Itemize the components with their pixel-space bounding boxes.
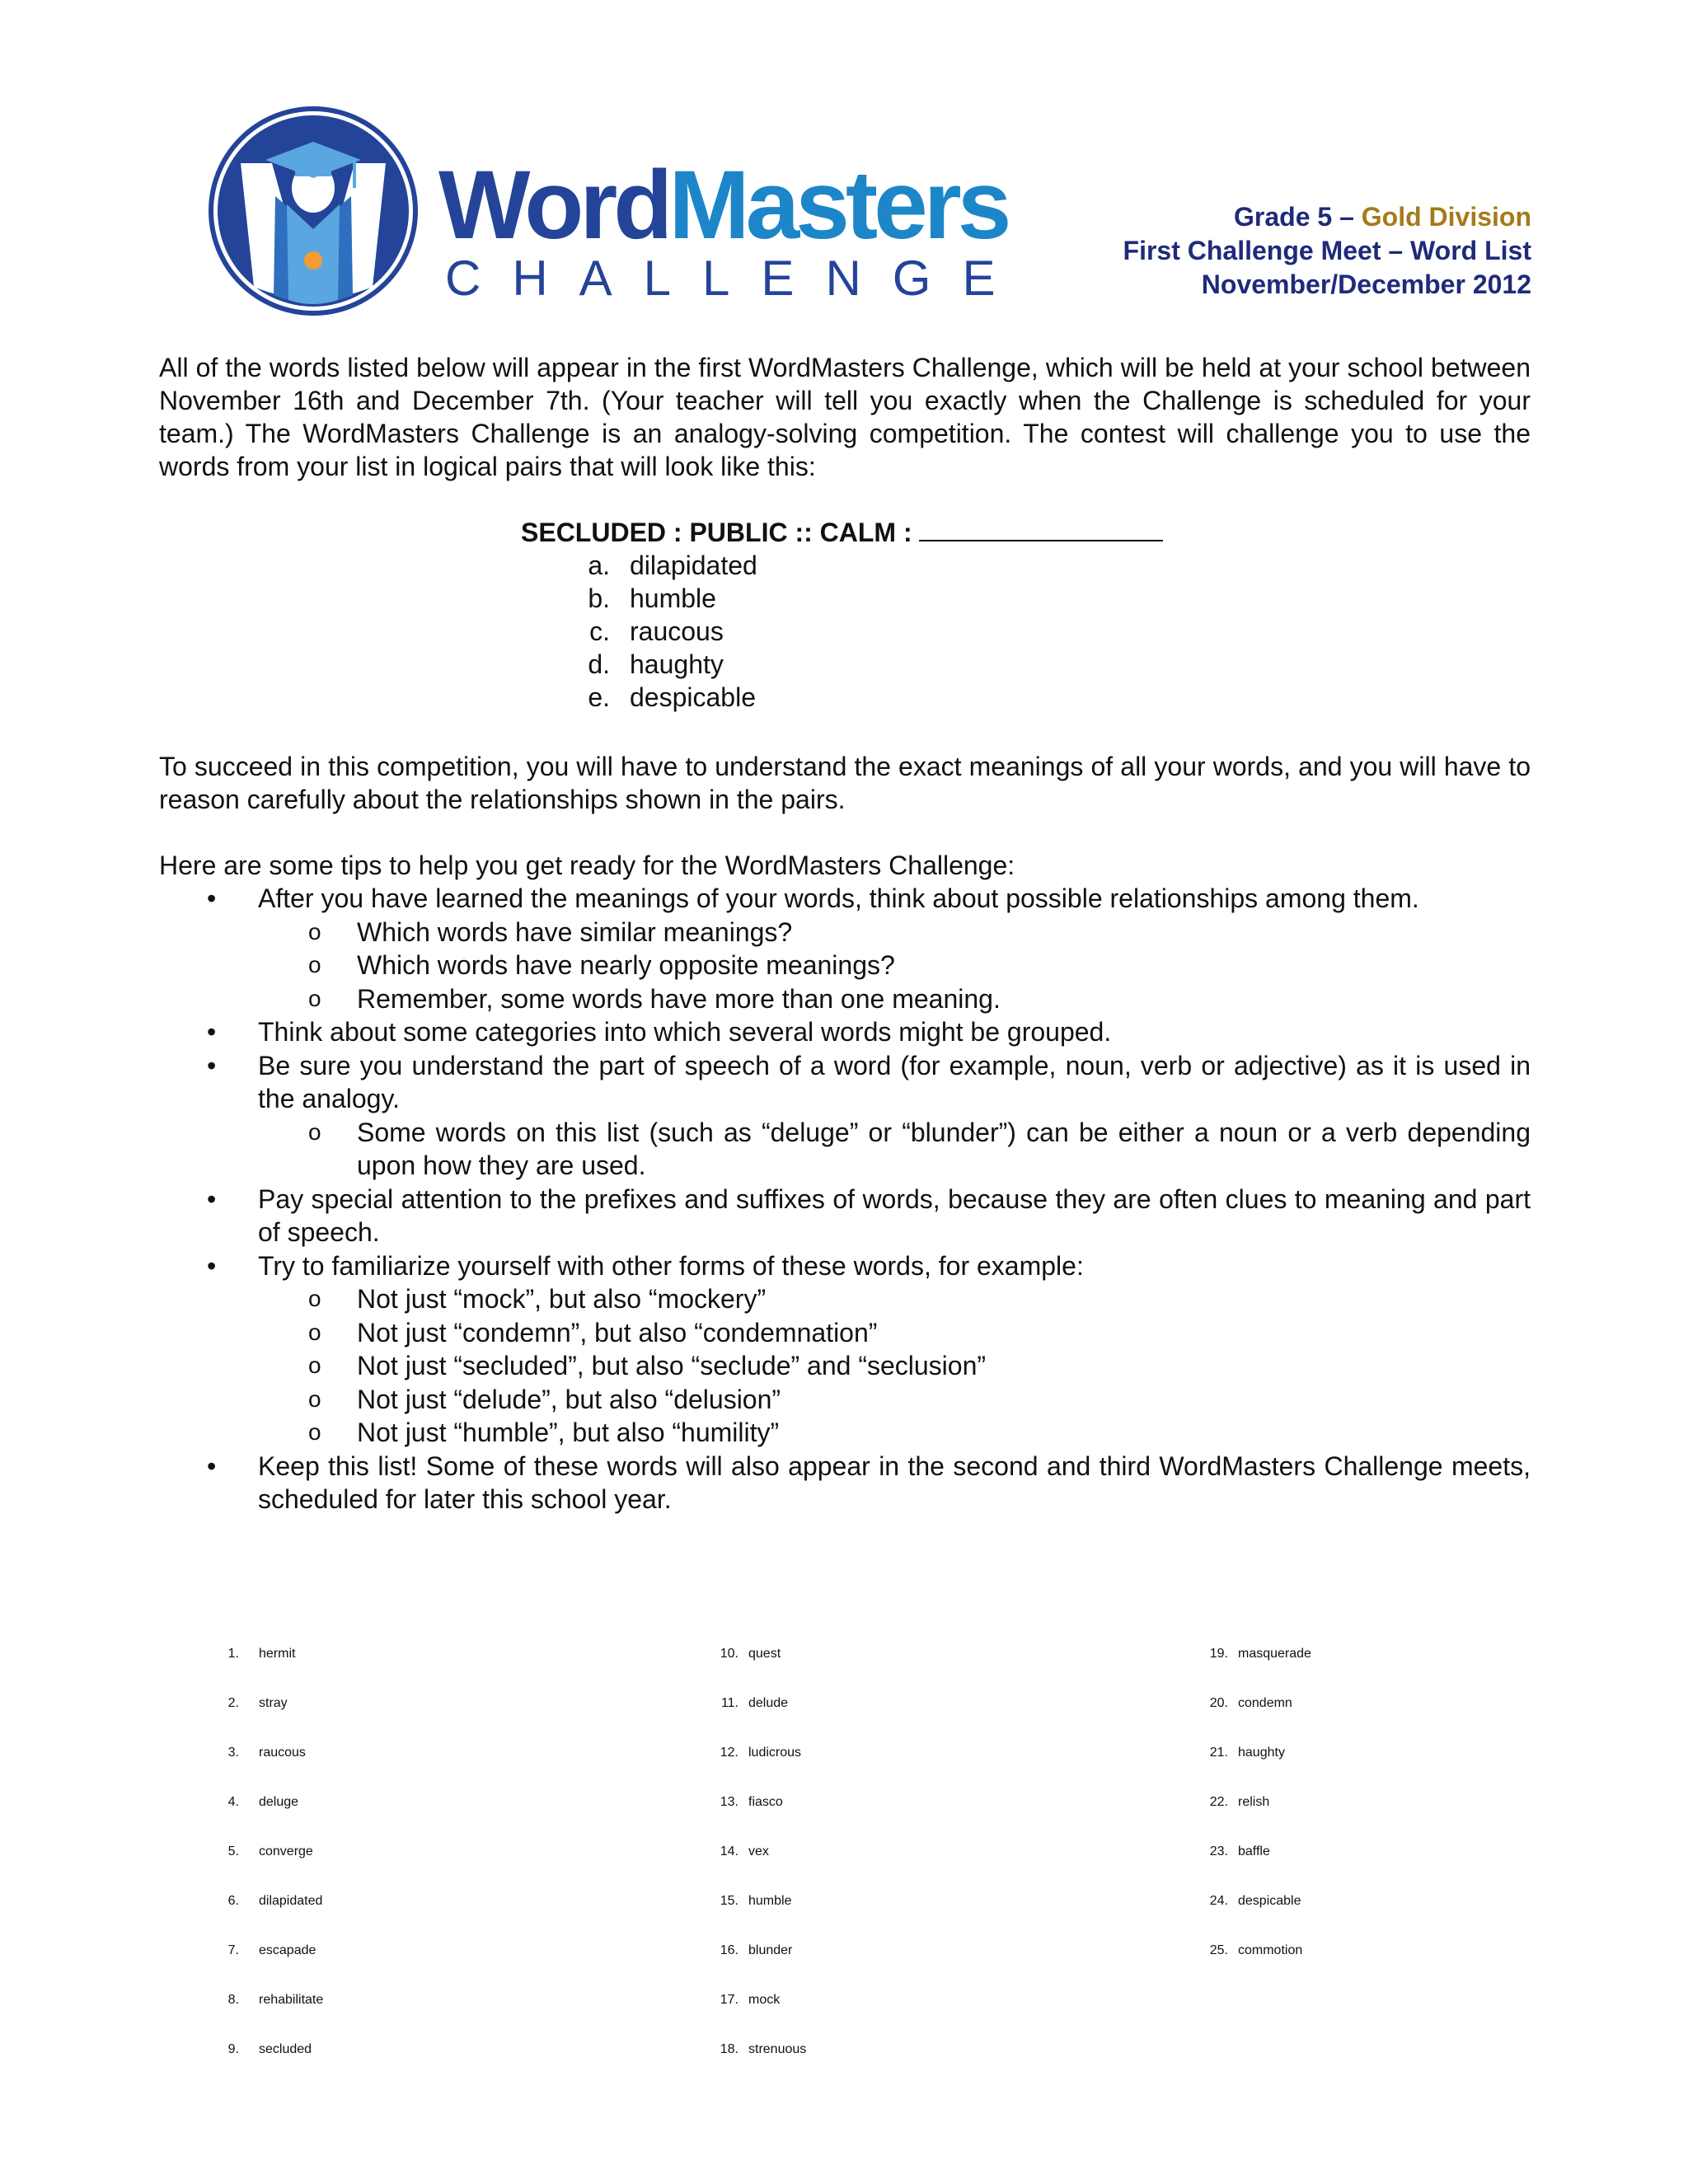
tip-subitem: o Which words have nearly opposite meanings? — [308, 950, 895, 980]
example-analogy — [521, 516, 1163, 549]
answer-blank — [919, 517, 1163, 541]
succeed-paragraph: To succeed in this competition, you will have to understand the exact meanings of all your words, and you will have to reason carefully about the relationships shown in the pairs. — [159, 752, 1531, 814]
tip-item: • Be sure you understand the part of speech of a word (for example, noun, verb or adjective) as it is used in the analogy. — [207, 1050, 1531, 1113]
tip-subitem: o Not just “condemn”, but also “condemnation” — [308, 1317, 878, 1347]
tip-item: • After you have learned the meanings of your words, think about possible relationships among them. — [207, 883, 1419, 913]
logo-wordmark: WordMasters — [438, 151, 1008, 260]
wordmasters-logo — [208, 105, 1032, 316]
tip-subitem: o Not just “secluded”, but also “seclude” and “seclusion” — [308, 1351, 987, 1380]
tip-item: • Keep this list! Some of these words will also appear in the second and third WordMasters Challenge meets, scheduled for later this school year. — [207, 1451, 1531, 1514]
meet-title: First Challenge Meet – Word List — [1123, 236, 1531, 265]
worksheet-header — [1123, 200, 1531, 302]
meet-date: November/December 2012 — [1201, 269, 1531, 299]
logo-subtitle: CHALLENGE — [445, 251, 1027, 306]
tip-subitem: o Not just “mock”, but also “mockery” — [308, 1284, 767, 1314]
division-label: Gold Division — [1361, 202, 1531, 232]
tip-item: • Pay special attention to the prefixes and suffixes of words, because they are often clues to meaning and part of speech. — [207, 1183, 1531, 1247]
tip-item: • Try to familiarize yourself with other forms of these words, for example: — [207, 1250, 1084, 1281]
worksheet-page: WordMasters CHALLENGE Grade 5 – Gold Division First Challenge Meet – Word List November/December 2012 All of the words listed below will appear in the first WordMasters Challenge, which will be held at your school between November 16th and December 7th. (Your teacher will tell you exactly when the Challenge is scheduled for your team.) The WordMasters Challenge is an analogy-solving competition. The contest will challenge you to use the words from your list in logical pairs that will look like this: SECLUDED : PUBLIC :: CALM : a. dilapidated b. humble c. raucous d. haughty e. despicable To succeed in this competition, you will have to understand the exact meanings of all your words, and you will have to reason carefully about the relationships shown in the pairs. Here are some tips to help you get ready for the WordMasters Challenge: • After you have learned the meanings of your words, think about possible relationships among them. o Which words have similar meanings? o Which words have nearly opposite meanings? o Remember, some words have more than one meaning. • Think about some categories into which several words might be grouped. • Be sure you understand the part of speech of a word (for example, noun, verb or adjective) as it is used in the analogy. o Some words on this list (such as “deluge” or “blunder”) can be either a noun or a verb depending upon how they are used. • Pay special attention to the prefixes and suffixes of words, because they are often clues to meaning and part of speech. • Try to familiarize yourself with other forms of these words, for example: o Not just “mock”, but also “mockery” o Not just “condemn”, but also “condemnation” o Not just “secluded”, but also “seclude” and “seclusion” o Not just “delude”, but also “delusion” o Not just “humble”, but also “humility” • Keep this list! Some of these words will also appear in the second and third WordMasters Challenge meets, scheduled for later this school year. 1. hermit 2. stray 3. raucous 4. deluge 5. converge 6. dilapidated 7. escapade 8. rehabilitate 9. secluded 10. quest 11. delude 12. ludicrous 13. fiasco 14. vex 15. humble 16. blunder 17. mock 18. strenuous 19. masquerade 20. condemn 21. haughty 22. relish 23. baffle 24. despicable 25. commotion — [0, 0, 1688, 2184]
tip-subitem: o Which words have similar meanings? — [308, 916, 793, 947]
tip-subitem: o Some words on this list (such as “deluge” or “blunder”) can be either a noun or a verb depending upon how they are used. — [308, 1117, 1531, 1180]
tip-item: • Think about some categories into which several words might be grouped. — [207, 1017, 1112, 1047]
grade-line: Grade 5 – Gold Division — [1234, 202, 1531, 232]
tips-intro: Here are some tips to help you get ready for the WordMasters Challenge: — [159, 851, 1015, 880]
tip-subitem: o Not just “delude”, but also “delusion” — [308, 1384, 781, 1414]
tip-subitem: o Not just “humble”, but also “humility” — [308, 1418, 780, 1447]
tips-list — [159, 882, 1531, 1516]
intro-paragraph: All of the words listed below will appear in the first WordMasters Challenge, which will be held at your school between November 16th and December 7th. (Your teacher will tell you exactly when the Challenge is scheduled for your team.) The WordMasters Challenge is an analogy-solving competition. The contest will challenge you to use the words from your list in logical pairs that will look like this: — [159, 353, 1531, 481]
tip-subitem: o Remember, some words have more than one meaning. — [308, 983, 1001, 1014]
graduate-emblem-icon — [208, 105, 419, 316]
example-question: SECLUDED : PUBLIC :: CALM : — [521, 518, 912, 547]
